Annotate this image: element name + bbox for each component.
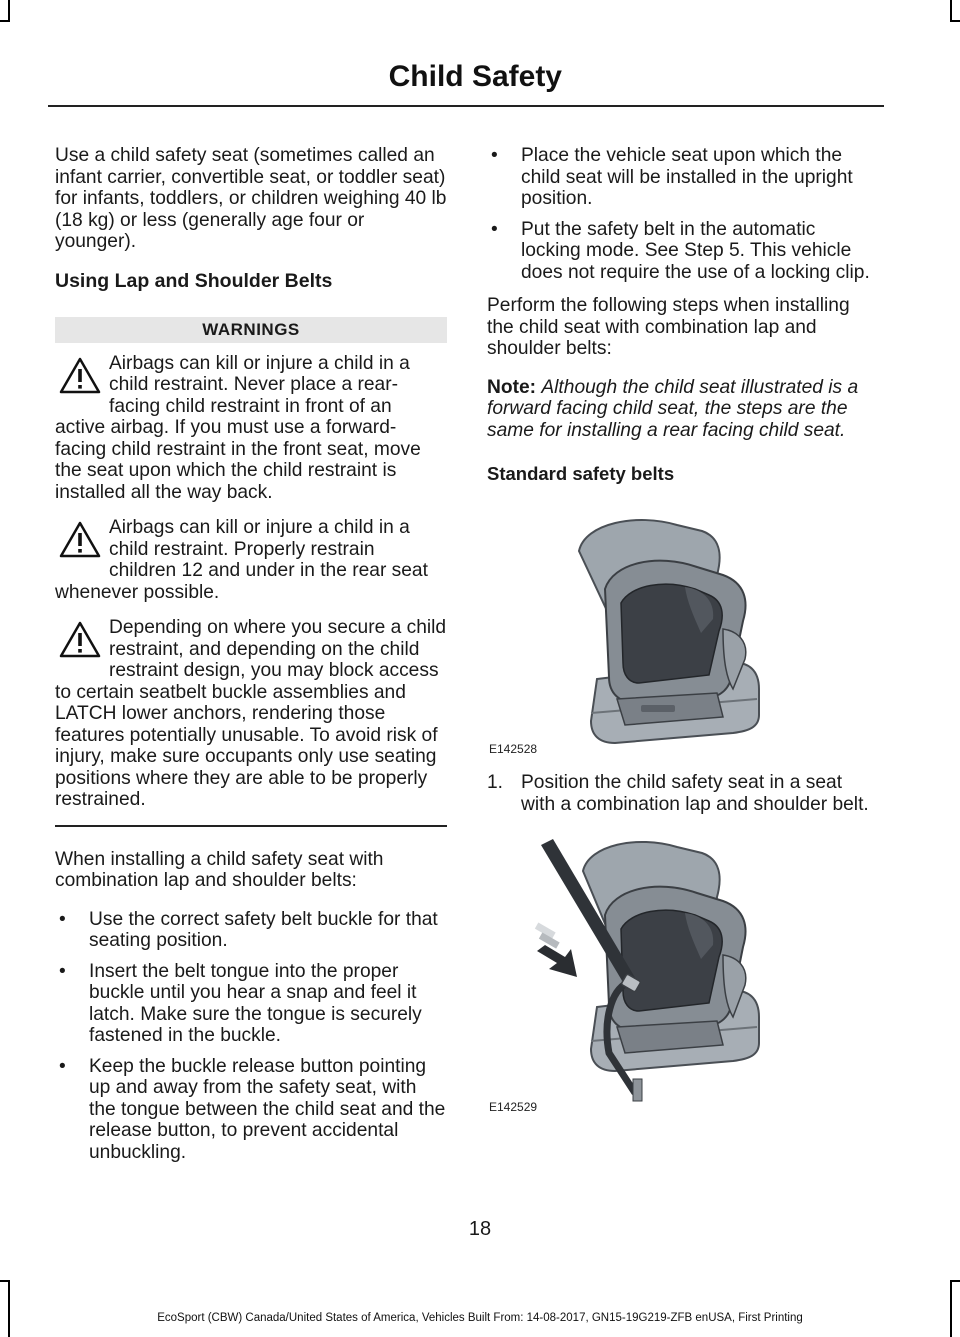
list-item: • Use the correct safety belt buckle for that seating position.: [59, 908, 438, 951]
bullet: •: [491, 145, 498, 166]
figure-child-seat: [487, 503, 879, 758]
header-divider: [48, 105, 884, 107]
warning-item: [55, 517, 447, 603]
bullet: •: [59, 960, 66, 982]
step-text: Position the child safety seat in a seat with a combination lap and shoulder belt.: [521, 772, 869, 815]
warning-item: [55, 353, 447, 504]
list-item: • Keep the buckle release button pointing up and away from the safety seat, with the tongue between the child seat and the release button, to prevent accidental unbuckling.: [59, 1055, 446, 1163]
warning-item: [55, 617, 447, 811]
list-item: • Place the vehicle seat upon which the child seat will be installed in the upright position.: [491, 145, 853, 209]
warning-triangle-icon: [59, 521, 101, 559]
child-seat-illustration: [487, 503, 879, 758]
warnings-heading: WARNINGS: [55, 317, 447, 343]
warning-text: Airbags can kill or injure a child in a child restraint. Properly restrain children 12 and under in the rear seat whenever possible.: [55, 517, 428, 603]
step-item: [487, 772, 879, 815]
subheading: Standard safety belts: [487, 463, 675, 484]
steps-intro: Perform the following steps when installing the child seat with combination lap and shoulder belts:: [487, 295, 850, 359]
crop-mark: [950, 1280, 952, 1337]
page-number: 18: [468, 1218, 492, 1240]
left-bullet-list: [55, 909, 447, 1164]
pull-arrow-icon: [535, 923, 577, 977]
crop-mark: [0, 20, 10, 22]
page-title: Child Safety: [388, 60, 562, 93]
step-number: 1.: [487, 772, 504, 793]
right-bullet-list: [487, 145, 879, 283]
note-text: Although the child seat illustrated is a forward facing child seat, the steps are the same for installing a rear facing child seat.: [487, 376, 859, 441]
warnings-end-divider: [55, 825, 447, 827]
bullet: •: [491, 218, 498, 240]
warning-triangle-icon: [59, 621, 101, 659]
figure-code: E142529: [489, 1100, 538, 1114]
list-item: • Insert the belt tongue into the proper buckle until you hear a snap and feel it latch. Make sure the tongue is securely fastened in the buckle.: [59, 960, 422, 1046]
left-column: [55, 145, 447, 1175]
crop-mark: [0, 1280, 10, 1282]
warning-triangle-icon: [59, 357, 101, 395]
figure-code: E142528: [489, 742, 538, 756]
crop-mark: [950, 1280, 960, 1282]
crop-mark: [8, 1280, 10, 1337]
page-footer: EcoSport (CBW) Canada/United States of America, Vehicles Built From: 14-08-2017, GN15-19G219-ZFB enUSA, First Printing: [157, 1312, 803, 1324]
crop-mark: [950, 20, 960, 22]
bullet: •: [59, 1055, 66, 1077]
install-intro: When installing a child safety seat with combination lap and shoulder belts:: [55, 848, 384, 891]
bullet: •: [59, 908, 66, 930]
figure-child-seat-belt: [487, 831, 879, 1116]
section-heading: Using Lap and Shoulder Belts: [55, 269, 333, 292]
list-item: • Put the safety belt in the automatic locking mode. See Step 5. This vehicle does not require the use of a locking clip.: [491, 218, 870, 283]
warnings-box: [55, 317, 447, 827]
warning-text: Airbags can kill or injure a child in a child restraint. Never place a rear-facing child restraint in front of an active airbag. If you must use a forward-facing child restraint in the front seat, move the seat upon which the child restraint is installed all the way back.: [55, 352, 421, 503]
crop-mark: [950, 0, 952, 22]
note: [487, 377, 879, 442]
note-label: Note:: [487, 376, 537, 398]
crop-mark: [8, 0, 10, 22]
intro-paragraph: Use a child safety seat (sometimes called an infant carrier, convertible seat, or toddler seat) for infants, toddlers, or children weighing 40 lb (18 kg) or less (generally age four or younger).: [55, 145, 447, 252]
child-seat-belt-illustration: [487, 831, 879, 1116]
warning-text: Depending on where you secure a child restraint, and depending on the child restraint design, you may block access to certain seatbelt buckle assemblies and LATCH lower anchors, rendering those features potentially unusable. To avoid risk of injury, make sure occupants only use seating positions where they are able to be properly restrained.: [55, 617, 447, 810]
right-column: [487, 145, 879, 1130]
